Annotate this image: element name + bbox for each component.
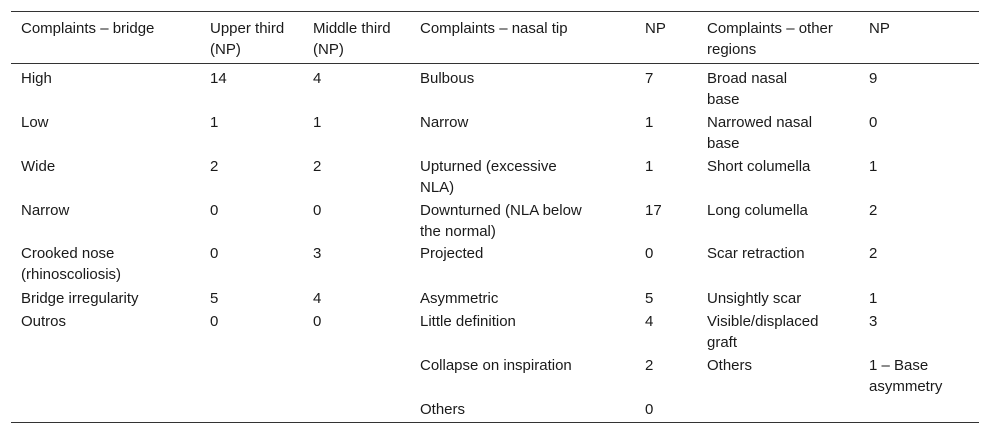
table-cell: Long columella: [707, 202, 808, 219]
table-cell: Bulbous: [420, 70, 475, 87]
table-cell: Bridge irregularity: [21, 290, 139, 307]
table-cell: Broad nasal base: [707, 70, 788, 108]
table-cell: 0: [210, 245, 219, 262]
table-cell: Narrow: [420, 114, 469, 131]
table-cell: Little definition: [420, 313, 516, 330]
table-cell: 0: [869, 114, 878, 131]
table-cell: Asymmetric: [420, 290, 499, 307]
table-cell: Short columella: [707, 158, 811, 175]
table-cell: 2: [645, 357, 654, 374]
table-cell: Others: [707, 357, 753, 374]
table-cell: Unsightly scar: [707, 290, 802, 307]
header-complaints-other-regions: Complaints – other regions: [707, 20, 833, 58]
table-cell: 4: [645, 313, 654, 330]
table-cell: 1: [869, 158, 878, 175]
table-cell: 2: [869, 245, 878, 262]
header-divider: [11, 63, 979, 64]
table-cell: Narrow: [21, 202, 70, 219]
table-cell: Scar retraction: [707, 245, 805, 262]
table-cell: 1 – Base asymmetry: [869, 357, 943, 395]
table-cell: 2: [313, 158, 322, 175]
table-cell: Low: [21, 114, 49, 131]
table-cell: 4: [313, 290, 322, 307]
table-cell: 14: [210, 70, 227, 87]
table-cell: Outros: [21, 313, 67, 330]
table-cell: 3: [869, 313, 878, 330]
table-cell: Downturned (NLA below the normal): [420, 202, 582, 240]
complaints-table: [11, 11, 979, 423]
table-cell: 9: [869, 70, 878, 87]
header-np-tip: NP: [645, 20, 666, 37]
table-cell: 4: [313, 70, 322, 87]
table-cell: 2: [210, 158, 219, 175]
table-cell: 7: [645, 70, 654, 87]
table-cell: 1: [313, 114, 322, 131]
table-cell: 1: [645, 114, 654, 131]
table-cell: 3: [313, 245, 322, 262]
table-cell: Collapse on inspiration: [420, 357, 572, 374]
table-cell: Visible/displaced graft: [707, 313, 819, 351]
header-complaints-nasal-tip: Complaints – nasal tip: [420, 20, 568, 37]
table-cell: 0: [210, 202, 219, 219]
table-cell: 0: [645, 401, 654, 418]
table-cell: Projected: [420, 245, 484, 262]
table-cell: Others: [420, 401, 466, 418]
header-upper-third: Upper third (NP): [210, 20, 285, 58]
table-cell: 0: [645, 245, 654, 262]
table-cell: 2: [869, 202, 878, 219]
table-cell: 0: [313, 313, 322, 330]
table-cell: High: [21, 70, 52, 87]
table-cell: 1: [645, 158, 654, 175]
table-cell: Crooked nose (rhinoscoliosis): [21, 245, 122, 283]
header-complaints-bridge: Complaints – bridge: [21, 20, 155, 37]
table-cell: 1: [869, 290, 878, 307]
table-cell: Upturned (excessive NLA): [420, 158, 557, 196]
table-cell: Narrowed nasal base: [707, 114, 813, 152]
table-cell: 0: [210, 313, 219, 330]
table-cell: 5: [210, 290, 219, 307]
header-middle-third: Middle third (NP): [313, 20, 391, 58]
header-np-other: NP: [869, 20, 890, 37]
table-cell: 0: [313, 202, 322, 219]
table-cell: 5: [645, 290, 654, 307]
table-cell: Wide: [21, 158, 56, 175]
table-cell: 1: [210, 114, 219, 131]
table-cell: 17: [645, 202, 662, 219]
